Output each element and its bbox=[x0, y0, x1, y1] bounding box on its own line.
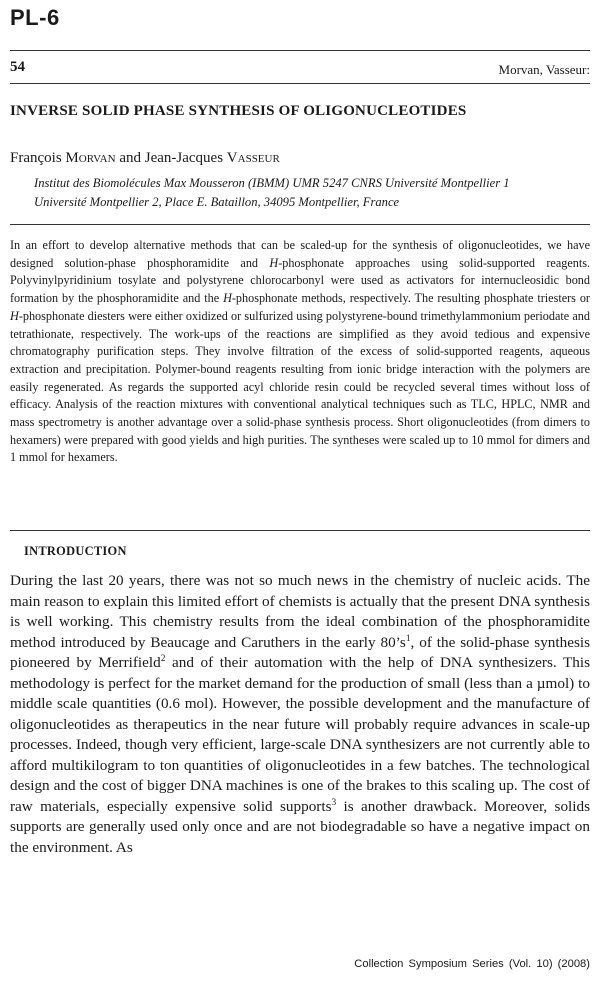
author-2-last: Vasseur bbox=[226, 150, 280, 166]
citation-ref-3[interactable]: 3 bbox=[331, 797, 337, 808]
abstract-italic-h-3: H bbox=[10, 308, 19, 323]
citation-ref-2[interactable]: 2 bbox=[160, 653, 166, 664]
affiliation-line-1: Institut des Biomolécules Max Mousseron (IBMM) UMR 5247 CNRS Université Montpellier 1 bbox=[34, 176, 510, 190]
author-list bbox=[10, 150, 280, 167]
abstract-seg-1: In an effort to develop alternative methods that can be scaled-up for the synthesis of oligonucleotides, we have designed solution-phase phosphoramidite and bbox=[10, 238, 590, 270]
author-1-last: Morvan bbox=[65, 150, 116, 166]
abstract-rule-bottom bbox=[10, 530, 590, 531]
introduction-body bbox=[10, 571, 590, 858]
abstract-rule-top bbox=[10, 224, 590, 225]
intro-seg-3: and of their automation with the help of DNA synthesizers. This methodology is perfect for the market demand for the production of small (less than a µmol) to middle scale quantities (0.6 mol). However, the possible development and the manufacture of oligonucleotides as therapeutics in the near future will probably require advances in scale-up processes. Indeed, though very efficient, large-scale DNA synthesizers are not currently able to afford multikilogram to ton quantities of oligonucleotides in a few batches. The technological design and the cost of bigger DNA machines is one of the brakes to this scaling up. The cost of raw materials, especially expensive solid supports bbox=[10, 654, 590, 815]
footer-series: Collection Symposium Series (Vol. 10) (2008) bbox=[354, 958, 590, 970]
intro-seg-2: , of the solid-phase synthesis pioneered by Merrifield bbox=[10, 633, 590, 671]
affiliation bbox=[34, 174, 594, 212]
intro-seg-4: is another drawback. Moreover, solids supports are generally used only once and are not biodegradable so have a negative impact on the environment. As bbox=[10, 797, 590, 856]
abstract-italic-h-2: H bbox=[223, 291, 232, 306]
abstract bbox=[10, 237, 590, 467]
section-heading-introduction: INTRODUCTION bbox=[24, 544, 127, 558]
intro-seg-1: During the last 20 years, there was not so much news in the chemistry of nucleic acids. The main reason to explain this limited effort of chemists is actually that the present DNA synthesis is well working. This chemistry results from the ideal combination of the phosphoramidite method introduced by Beaucage and Caruthers in the early 80’s bbox=[10, 572, 590, 651]
abstract-seg-2: -phosphonate approaches using solid-supported reagents. Polyvinylpyridinium tosylate and polystyrene chlorocarbonyl were used as activators for internucleosidic bond formation by the phosphoramidite and the bbox=[10, 255, 590, 306]
paper-title: INVERSE SOLID PHASE SYNTHESIS OF OLIGONUCLEOTIDES bbox=[10, 103, 467, 119]
abstract-text bbox=[10, 237, 590, 467]
author-separator: and bbox=[115, 150, 145, 166]
affiliation-line-2: Université Montpellier 2, Place E. Bataillon, 34095 Montpellier, France bbox=[34, 195, 400, 209]
paper-code: PL-6 bbox=[10, 5, 60, 30]
introduction-paragraph bbox=[10, 571, 590, 858]
header-rule-top bbox=[10, 50, 590, 51]
citation-ref-1[interactable]: 1 bbox=[405, 633, 411, 644]
running-head: Morvan, Vasseur: bbox=[498, 62, 590, 77]
abstract-seg-4: -phosphonate diesters were either oxidized or sulfurized using polystyrene-bound trimethylammonium periodate and tetrathionate, respectively. The work-ups of the reactions are simplified as they avoid tedious and expensive chromatography purification steps. They involve filtration of the excess of solid-supported reagents, aqueous extraction and precipitation. Polymer-bound reagents resulting from ionic bridge interaction with the polymers are easily regenerated. As regards the supported acyl chloride resin could be recycled several times without loss of efficacy. Analysis of the reaction mixtures with conventional analytical techniques such as TLC, HPLC, NMR and mass spectrometry is another advantage over a solid-phase synthesis process. Short oligonucleotides (from dimers to hexamers) were prepared with good yields and high purities. The syntheses were scaled up to 10 mmol for dimers and 1 mmol for hexamers. bbox=[10, 308, 590, 465]
abstract-italic-h-1: H bbox=[269, 255, 279, 270]
author-1-first: François bbox=[10, 150, 66, 166]
author-2-first: Jean-Jacques bbox=[144, 150, 227, 166]
header-rule-bottom bbox=[10, 83, 590, 84]
abstract-seg-3: -phosphonate methods, respectively. The resulting phosphate triesters or bbox=[231, 291, 590, 306]
page-number: 54 bbox=[10, 59, 25, 75]
